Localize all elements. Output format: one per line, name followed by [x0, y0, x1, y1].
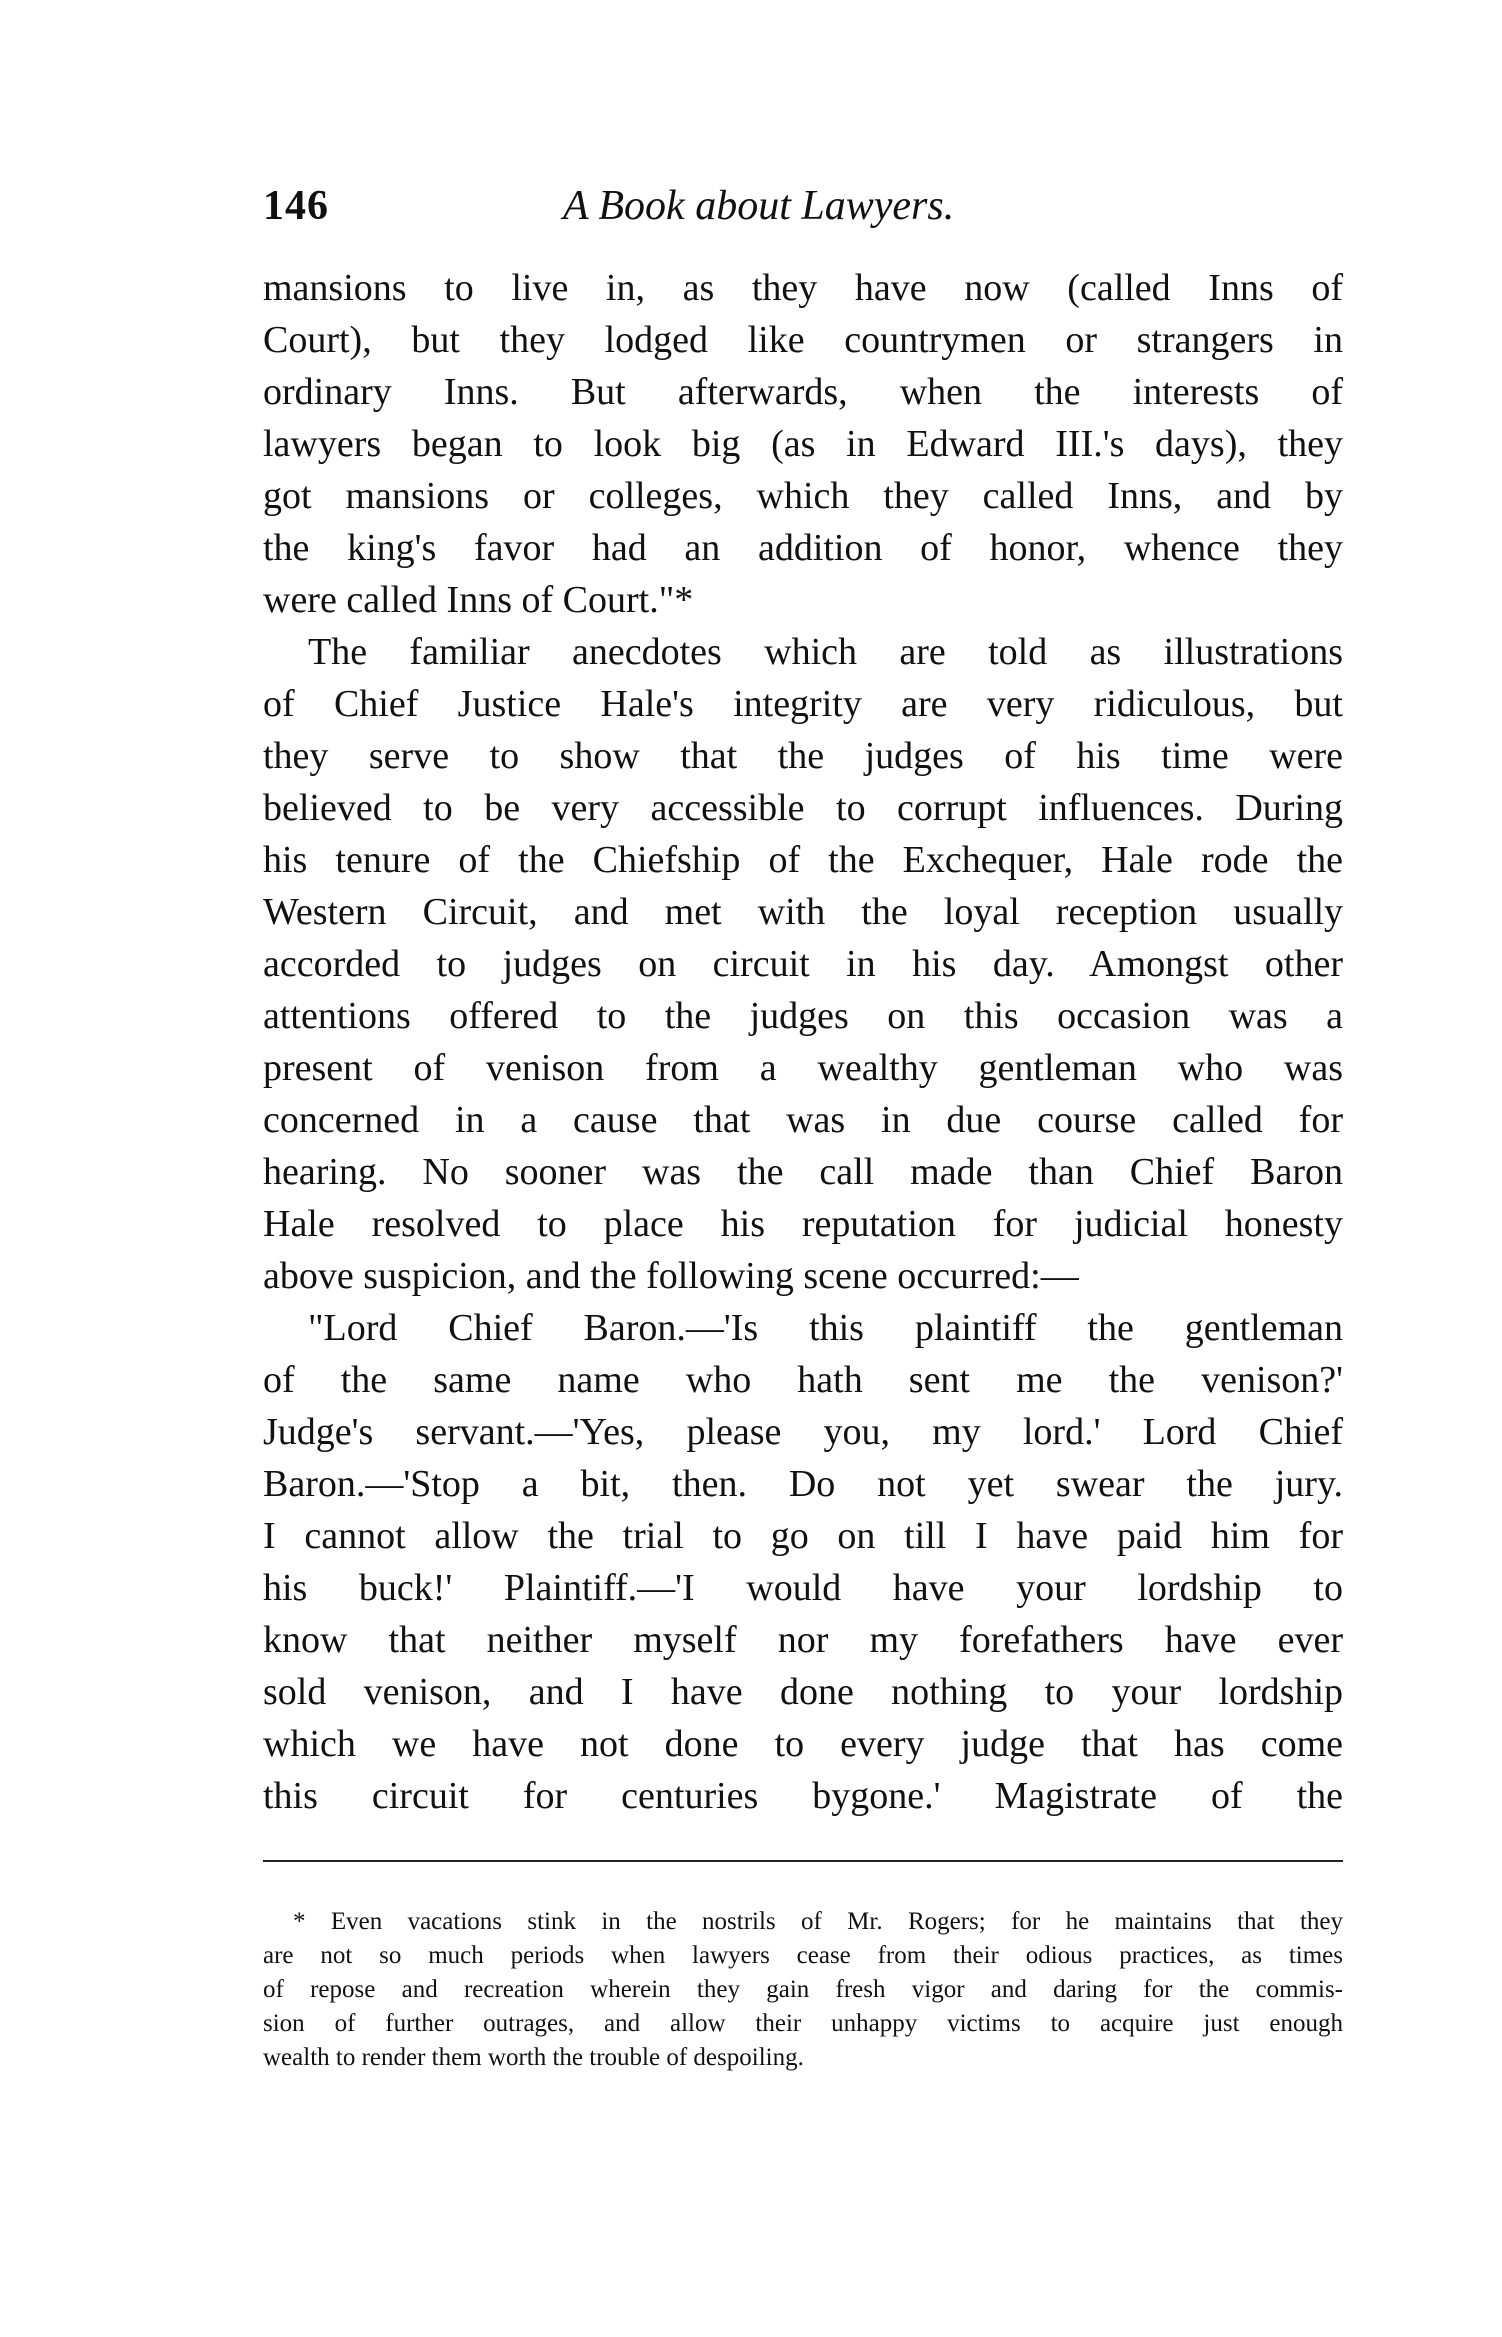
body-line: this circuit for centuries bygone.' Magistrate of the [263, 1775, 1343, 1817]
footnote-line: are not so much periods when lawyers cease from their odious practices, as times [263, 1942, 1343, 1969]
body-line: lawyers began to look big (as in Edward III.'s days), they [263, 423, 1343, 465]
footnote-line: sion of further outrages, and allow their unhappy victims to acquire just enough [263, 2010, 1343, 2037]
body-line: Hale resolved to place his reputation for judicial honesty [263, 1203, 1343, 1245]
body-line: they serve to show that the judges of his time were [263, 735, 1343, 777]
body-line: of Chief Justice Hale's integrity are very ridiculous, but [263, 683, 1343, 725]
body-line: above suspicion, and the following scene occurred:— [263, 1255, 1079, 1297]
body-line: "Lord Chief Baron.—'Is this plaintiff the gentleman [308, 1307, 1343, 1349]
body-line: mansions to live in, as they have now (called Inns of [263, 267, 1343, 309]
footnote-line: of repose and recreation wherein they gain fresh vigor and daring for the commis- [263, 1976, 1343, 2003]
footnote-line: wealth to render them worth the trouble of despoiling. [263, 2044, 804, 2071]
body-line: got mansions or colleges, which they called Inns, and by [263, 475, 1343, 517]
body-line: accorded to judges on circuit in his day. Amongst other [263, 943, 1343, 985]
body-line: which we have not done to every judge that has come [263, 1723, 1343, 1765]
body-line: Baron.—'Stop a bit, then. Do not yet swear the jury. [263, 1463, 1343, 1505]
running-header [263, 182, 1343, 242]
body-line: attentions offered to the judges on this occasion was a [263, 995, 1343, 1037]
body-line: ordinary Inns. But afterwards, when the interests of [263, 371, 1343, 413]
body-line: know that neither myself nor my forefathers have ever [263, 1619, 1343, 1661]
body-line: sold venison, and I have done nothing to your lordship [263, 1671, 1343, 1713]
body-line: his tenure of the Chiefship of the Exchequer, Hale rode the [263, 839, 1343, 881]
body-line: Judge's servant.—'Yes, please you, my lord.' Lord Chief [263, 1411, 1343, 1453]
body-line: I cannot allow the trial to go on till I have paid him for [263, 1515, 1343, 1557]
footnote-line: * Even vacations stink in the nostrils of Mr. Rogers; for he maintains that they [293, 1908, 1343, 1935]
body-line: Court), but they lodged like countrymen or strangers in [263, 319, 1343, 361]
body-line: concerned in a cause that was in due course called for [263, 1099, 1343, 1141]
body-line: were called Inns of Court."* [263, 579, 694, 621]
body-line: present of venison from a wealthy gentleman who was [263, 1047, 1343, 1089]
body-line: his buck!' Plaintiff.—'I would have your lordship to [263, 1567, 1343, 1609]
footnote-rule [263, 1860, 1343, 1862]
body-line: the king's favor had an addition of honor, whence they [263, 527, 1343, 569]
page-number: 146 [263, 183, 329, 229]
running-title: A Book about Lawyers. [563, 183, 955, 229]
body-line: of the same name who hath sent me the venison?' [263, 1359, 1343, 1401]
body-line: Western Circuit, and met with the loyal reception usually [263, 891, 1343, 933]
body-line: believed to be very accessible to corrupt influences. During [263, 787, 1343, 829]
body-line: hearing. No sooner was the call made than Chief Baron [263, 1151, 1343, 1193]
body-line: The familiar anecdotes which are told as illustrations [308, 631, 1343, 673]
